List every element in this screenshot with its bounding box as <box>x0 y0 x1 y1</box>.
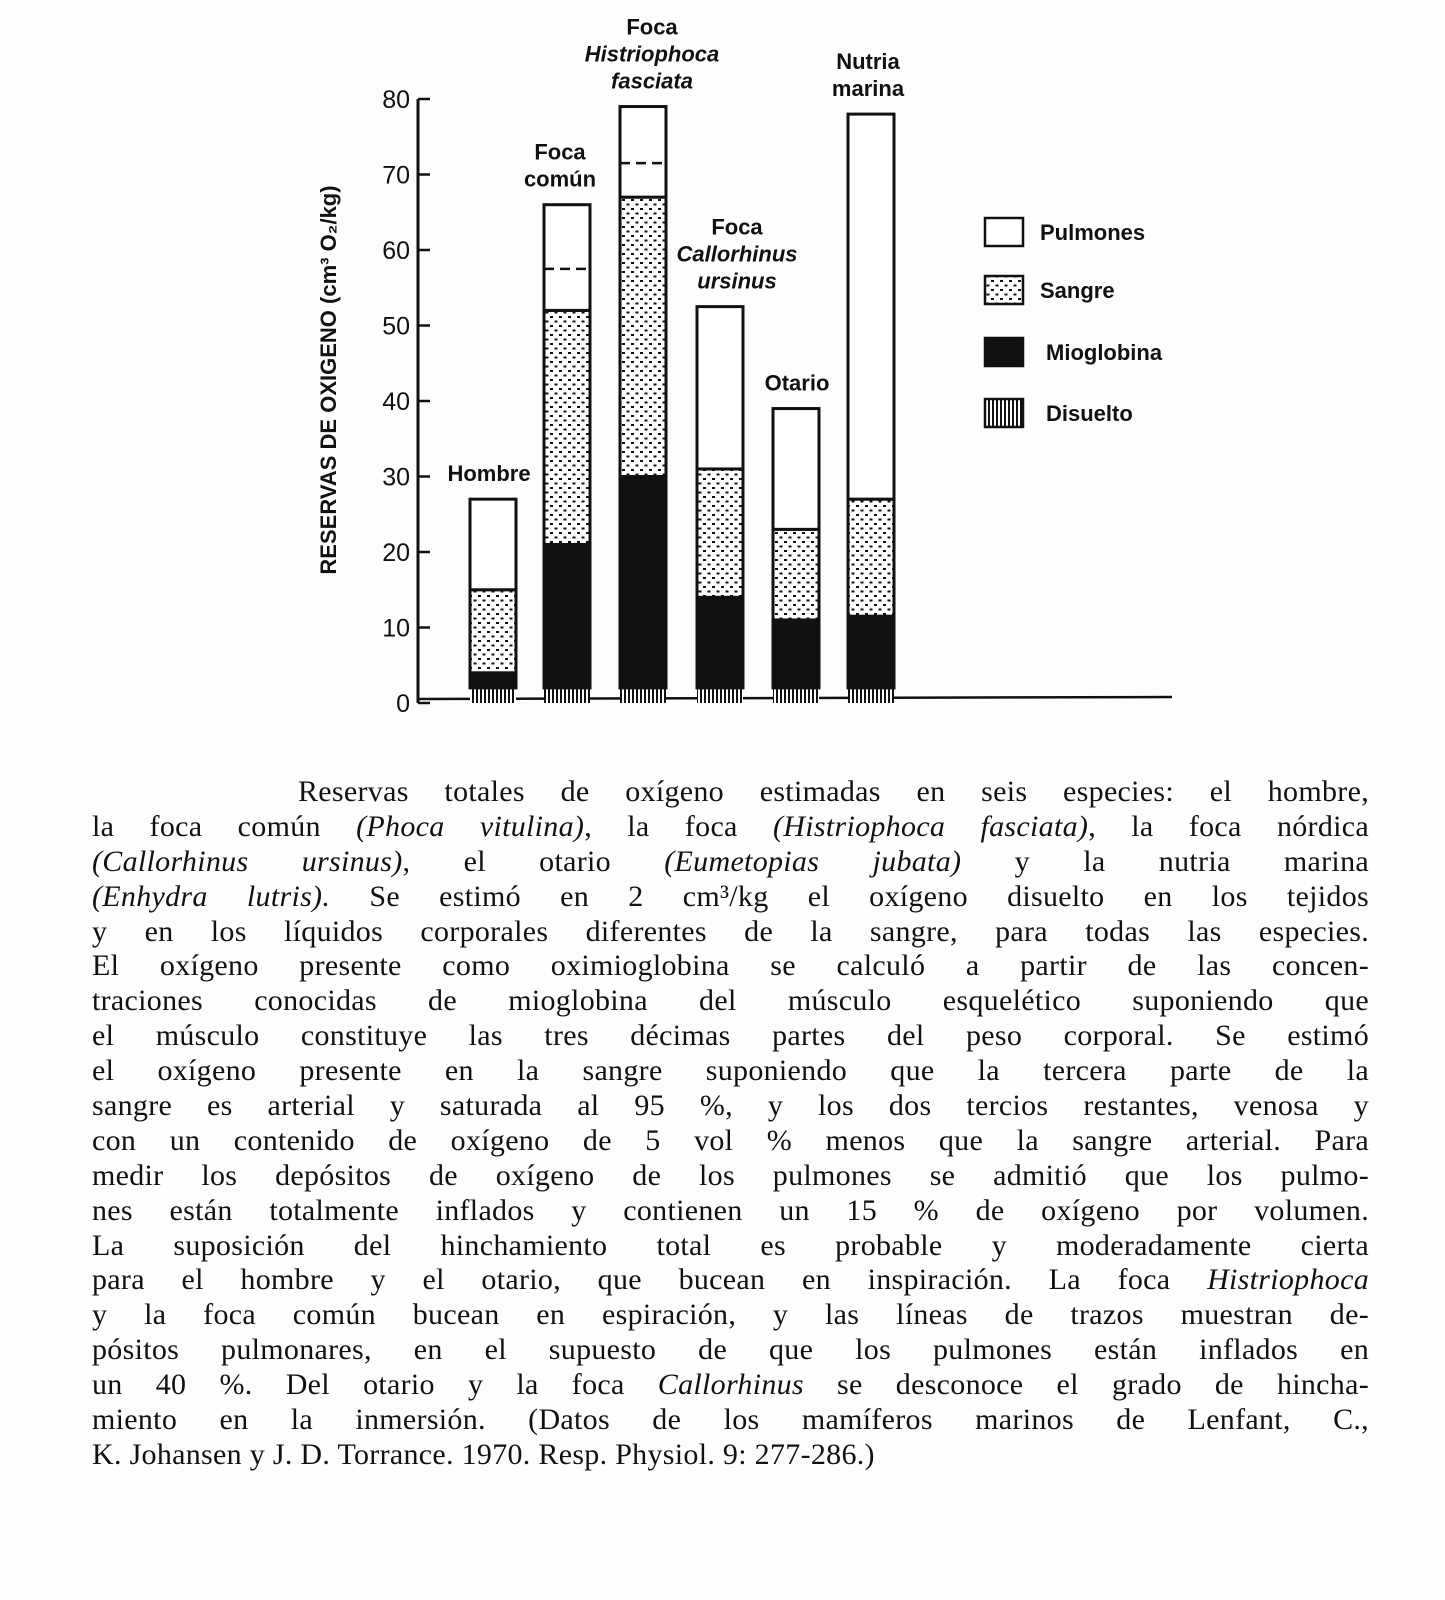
caption-line <box>92 984 1369 1019</box>
caption-text: y la foca común bucean en espiración, y las líneas de trazos muestran de- <box>92 1298 1369 1332</box>
category-label: fasciata <box>611 68 693 94</box>
category-label: Histriophoca <box>584 41 720 67</box>
bar-segment-disuelto <box>470 688 516 703</box>
caption-text: traciones conocidas de mioglobina del músculo esquelético suponiendo que <box>92 984 1369 1018</box>
y-axis-title: RESERVAS DE OXIGENO (cm³ O₂/kg) <box>316 185 341 575</box>
caption-text: , la foca nórdica <box>1088 809 1370 843</box>
caption-italic-text: (Phoca vitulina) <box>356 809 585 843</box>
category-label: Callorhinus <box>676 241 798 267</box>
y-tick-label: 80 <box>382 86 410 114</box>
bar-segment-pulmones <box>848 114 894 499</box>
caption-text: , la foca <box>584 809 773 843</box>
caption-line <box>92 880 1369 915</box>
caption-text: El oxígeno presente como oximioglobina se calculó a partir de las concen- <box>92 949 1369 983</box>
caption-text: y en los líquidos corporales diferentes de la sangre, para todas las especies. <box>92 914 1369 948</box>
bar-segment-sangre <box>620 197 666 476</box>
y-tick-label: 10 <box>382 614 410 643</box>
bar-segment-mioglobina <box>544 544 590 687</box>
bar-segment-pulmones <box>544 205 590 311</box>
y-tick-label: 20 <box>382 539 410 567</box>
caption-line <box>92 1194 1369 1229</box>
caption-text: La suposición del hinchamiento total es probable y moderadamente cierta <box>92 1228 1369 1262</box>
category-label: Otario <box>764 370 830 396</box>
legend-swatch-pulmones <box>985 218 1023 246</box>
caption-line <box>92 1263 1369 1298</box>
caption-line <box>92 775 1369 810</box>
bar-segment-sangre <box>697 469 743 597</box>
bar-segment-sangre <box>544 310 590 544</box>
caption-line <box>92 1124 1369 1159</box>
legend-swatch-mioglobina <box>985 338 1023 366</box>
bar-segment-sangre <box>773 529 819 620</box>
category-label: Nutria <box>836 49 900 75</box>
y-tick-label: 40 <box>382 388 410 416</box>
bar-segment-pulmones <box>470 499 516 590</box>
oxygen-reserves-chart <box>0 0 1445 760</box>
caption-text: medir los depósitos de oxígeno de los pulmones se admitió que los pulmo- <box>92 1158 1369 1192</box>
caption-text: el oxígeno presente en la sangre suponiendo que la tercera parte de la <box>92 1054 1369 1088</box>
bar-segment-mioglobina <box>470 673 516 688</box>
caption-italic-text: (Histriophoca fasciata) <box>772 809 1089 843</box>
category-labels <box>447 15 904 487</box>
caption-line <box>92 810 1369 845</box>
caption-text: Reservas totales de oxígeno estimadas en seis especies: el hombre, <box>298 775 1369 808</box>
y-tick-label: 0 <box>396 690 410 718</box>
bar-segment-mioglobina <box>697 597 743 688</box>
bar-segment-disuelto <box>697 688 743 703</box>
legend-swatch-disuelto <box>985 399 1023 427</box>
y-tick-label: 70 <box>382 161 410 190</box>
caption-text: para el hombre y el otario, que bucean en inspiración. La foca <box>92 1263 1208 1297</box>
bar-segment-disuelto <box>773 688 819 703</box>
bar-segment-pulmones <box>620 107 666 198</box>
caption-line <box>92 1159 1369 1194</box>
bar-segment-mioglobina <box>773 620 819 688</box>
y-tick-label: 50 <box>382 312 410 341</box>
caption-line <box>92 915 1369 950</box>
legend-label: Disuelto <box>1046 401 1133 426</box>
caption-line <box>92 1054 1369 1089</box>
caption-text: un 40 %. Del otario y la foca <box>92 1368 658 1402</box>
caption-line <box>92 1438 1369 1473</box>
caption-italic-text: (Callorhinus ursinus) <box>92 844 403 878</box>
caption-text: nes están totalmente inflados y contienen un 15 % de oxígeno por volumen. <box>92 1193 1369 1227</box>
figure-caption <box>92 775 1369 1473</box>
caption-text: la foca común <box>92 809 357 843</box>
caption-line <box>92 1368 1369 1403</box>
bar-segment-sangre <box>470 590 516 673</box>
category-label: Foca <box>711 214 763 240</box>
bar-segment-disuelto <box>848 688 894 703</box>
bar-segment-mioglobina <box>848 616 894 688</box>
bar-segment-pulmones <box>697 307 743 469</box>
caption-line <box>92 1229 1369 1264</box>
caption-line <box>92 1298 1369 1333</box>
caption-text: K. Johansen y J. D. Torrance. 1970. Resp. Physiol. 9: 277-286.) <box>92 1437 875 1471</box>
caption-line <box>92 949 1369 984</box>
bar-segment-sangre <box>848 499 894 616</box>
category-label: Foca <box>626 14 678 40</box>
caption-line <box>92 1403 1369 1438</box>
caption-line <box>92 845 1369 880</box>
y-tick-label: 60 <box>382 237 410 265</box>
category-label: común <box>523 166 597 192</box>
legend-swatch-sangre <box>985 276 1023 304</box>
y-tick-label: 30 <box>382 463 410 492</box>
legend-label: Sangre <box>1040 278 1115 303</box>
caption-text: miento en la inmersión. (Datos de los mamíferos marinos de Lenfant, C., <box>92 1403 1369 1437</box>
bar-segment-disuelto <box>620 688 666 703</box>
bar-segment-disuelto <box>544 688 590 703</box>
caption-text: con un contenido de oxígeno de 5 vol % menos que la sangre arterial. Para <box>92 1123 1369 1157</box>
caption-line <box>92 1089 1369 1124</box>
caption-line <box>92 1019 1369 1054</box>
legend-label: Pulmones <box>1040 220 1146 245</box>
legend <box>985 218 1163 427</box>
caption-line <box>92 1333 1369 1368</box>
caption-italic-text: Callorhinus <box>657 1368 804 1402</box>
bars <box>470 107 894 703</box>
caption-text: y la nutria marina <box>961 844 1369 878</box>
caption-text: se desconoce el grado de hincha- <box>803 1368 1369 1402</box>
caption-text: Se estimó en 2 cm³/kg el oxígeno disuelto en los tejidos <box>330 879 1369 913</box>
category-label: marina <box>831 76 905 102</box>
category-label: Foca <box>534 139 586 165</box>
caption-text: el músculo constituye las tres décimas partes del peso corporal. Se estimó <box>92 1019 1369 1053</box>
category-label: Hombre <box>447 461 531 487</box>
caption-text: sangre es arterial y saturada al 95 %, y los dos tercios restantes, venosa y <box>92 1089 1369 1123</box>
bar-segment-pulmones <box>773 409 819 530</box>
caption-italic-text: (Enhydra lutris). <box>92 879 331 913</box>
caption-text: pósitos pulmonares, en el supuesto de que los pulmones están inflados en <box>92 1333 1369 1367</box>
category-label: ursinus <box>697 268 777 294</box>
bar-segment-mioglobina <box>620 477 666 688</box>
legend-label: Mioglobina <box>1046 340 1163 365</box>
caption-italic-text: Histriophoca <box>1207 1263 1369 1297</box>
caption-italic-text: (Eumetopias jubata) <box>664 844 962 878</box>
caption-text: , el otario <box>402 844 665 878</box>
